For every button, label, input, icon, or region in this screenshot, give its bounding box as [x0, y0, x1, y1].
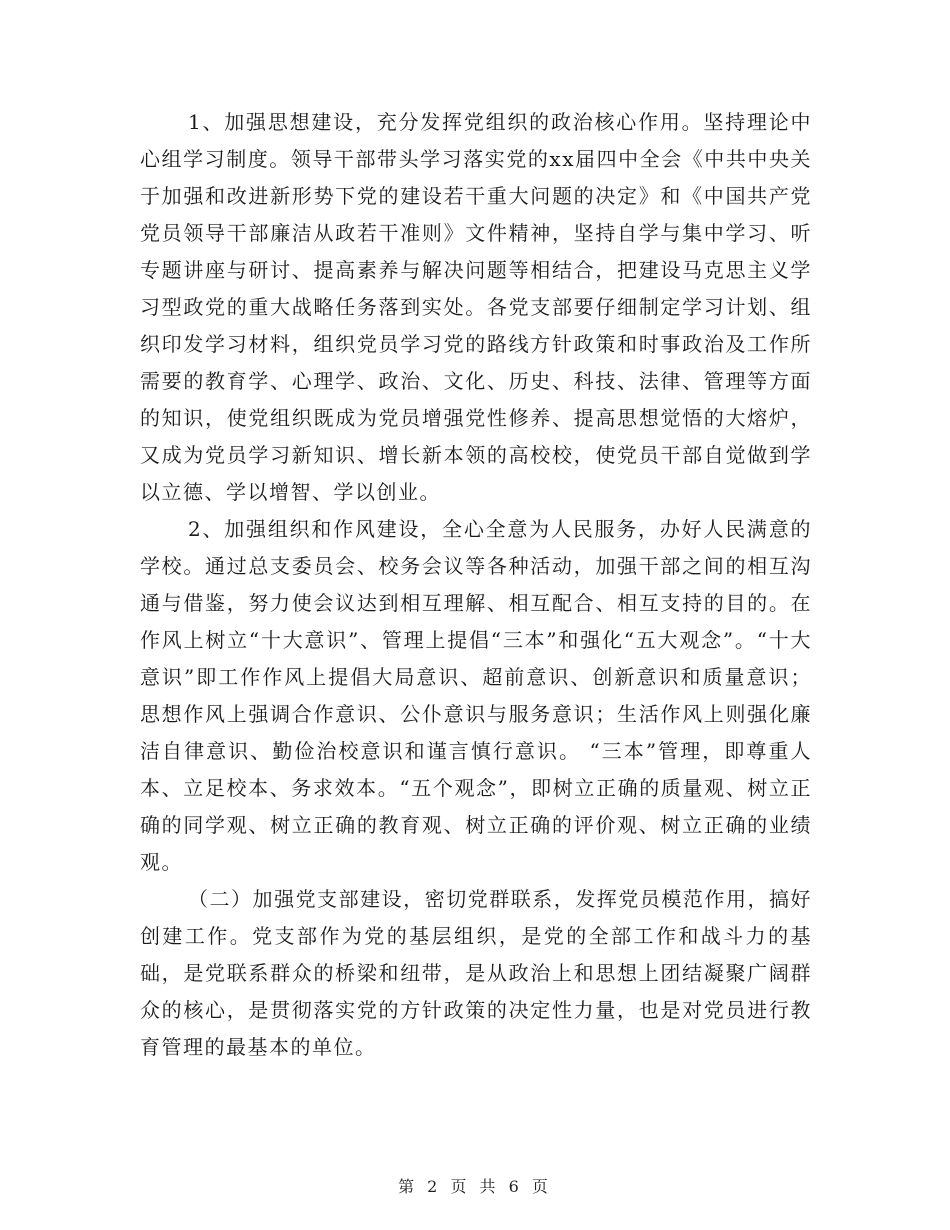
document-body: [140, 104, 812, 1066]
paragraph-party-branch-building: （二）加强党支部建设，密切党群联系，发挥党员模范作用，搞好创建工作。党支部作为党的基层组织，是党的全部工作和战斗力的基础，是党联系群众的桥梁和纽带，是从政治上和思想上团结凝聚广阔群众的核心，是贯彻落实党的方针政策的决定性力量，也是对党员进行教育管理的最基本的单位。: [140, 887, 812, 1059]
paragraph-organization-style-building: 2、加强组织和作风建设，全心全意为人民服务，办好人民满意的学校。通过总支委员会、校务会议等各种活动，加强干部之间的相互沟通与借鉴，努力使会议达到相互理解、相互配合、相互支持的目的。在作风上树立“十大意识”、管理上提倡“三本”和强化“五大观念”。“十大意识”即工作作风上提倡大局意识、超前意识、创新意识和质量意识；思想作风上强调合作意识、公仆意识与服务意识；生活作风上则强化廉洁自律意识、勤俭治校意识和谨言慎行意识。 “三本”管理，即尊重人本、立足校本、务求效本。“五个观念”，即树立正确的质量观、树立正确的同学观、树立正确的教育观、树立正确的评价观、树立正确的业绩观。: [140, 517, 812, 874]
paragraph-thought-building: 1、加强思想建设，充分发挥党组织的政治核心作用。坚持理论中心组学习制度。领导干部带头学习落实党的xx届四中全会《中共中央关于加强和改进新形势下党的建设若干重大问题的决定》和《中国共产党党员领导干部廉洁从政若干准则》文件精神，坚持自学与集中学习、听专题讲座与研讨、提高素养与解决问题等相结合，把建设马克思主义学习型政党的重大战略任务落到实处。各党支部要仔细制定学习计划、组织印发学习材料，组织党员学习党的路线方针政策和时事政治及工作所需要的教育学、心理学、政治、文化、历史、科技、法律、管理等方面的知识，使党组织既成为党员增强党性修养、提高思想觉悟的大熔炉，又成为党员学习新知识、增长新本领的高校校，使党员干部自觉做到学以立德、学以增智、学以创业。: [140, 110, 812, 504]
page-footer-number: 第 2 页 共 6 页: [398, 1177, 552, 1196]
